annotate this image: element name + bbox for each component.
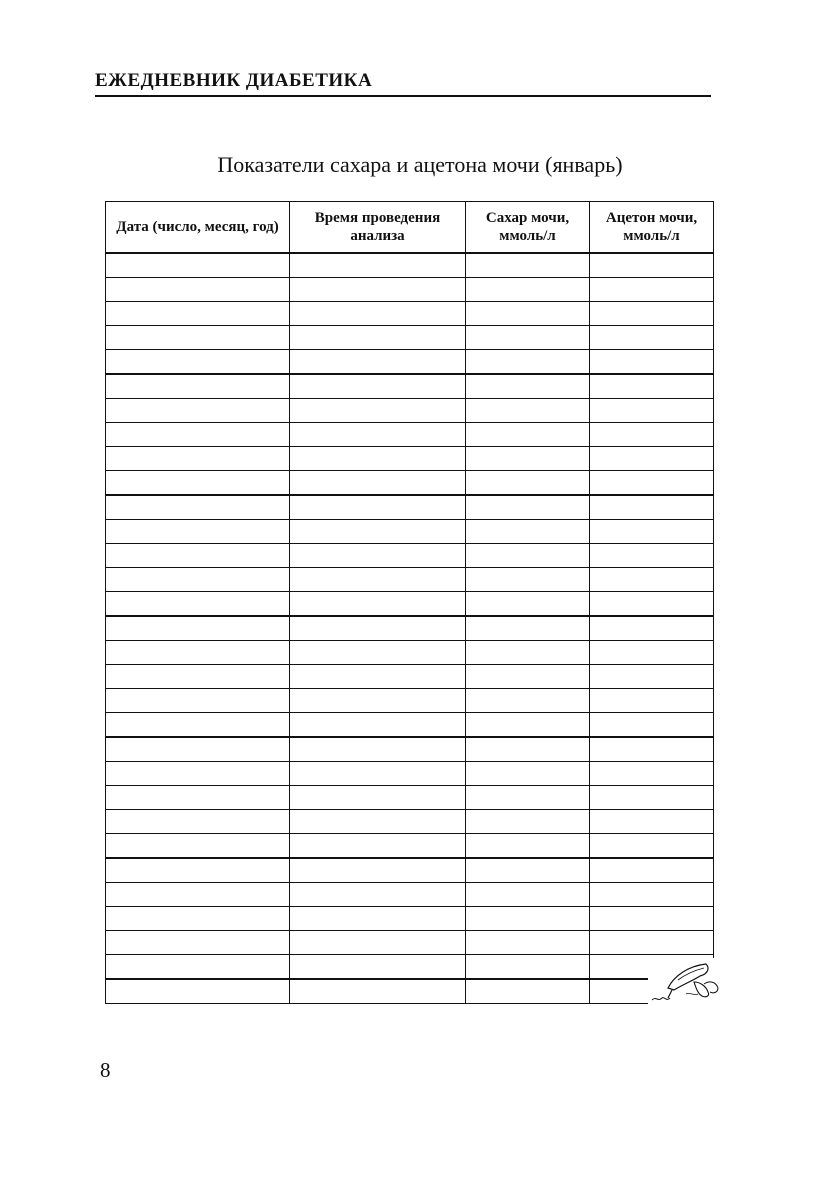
- cell-acetone[interactable]: [590, 592, 714, 617]
- cell-sugar[interactable]: [466, 374, 590, 399]
- cell-sugar[interactable]: [466, 762, 590, 786]
- cell-time[interactable]: [290, 253, 466, 278]
- table-row: [106, 253, 714, 278]
- table-row: [106, 495, 714, 520]
- cell-sugar[interactable]: [466, 931, 590, 955]
- cell-acetone[interactable]: [590, 834, 714, 859]
- cell-date[interactable]: [106, 302, 290, 326]
- cell-acetone[interactable]: [590, 931, 714, 955]
- cell-acetone[interactable]: [590, 520, 714, 544]
- cell-time[interactable]: [290, 423, 466, 447]
- cell-date[interactable]: [106, 955, 290, 980]
- cell-sugar[interactable]: [466, 907, 590, 931]
- cell-time[interactable]: [290, 447, 466, 471]
- cell-time[interactable]: [290, 737, 466, 762]
- cell-date[interactable]: [106, 689, 290, 713]
- cell-time[interactable]: [290, 810, 466, 834]
- cell-date[interactable]: [106, 834, 290, 859]
- table-row: [106, 278, 714, 302]
- cell-sugar[interactable]: [466, 326, 590, 350]
- column-header-sugar: Сахар мочи, ммоль/л: [466, 202, 590, 254]
- cell-date[interactable]: [106, 931, 290, 955]
- cell-sugar[interactable]: [466, 495, 590, 520]
- table-row: [106, 520, 714, 544]
- cell-date[interactable]: [106, 979, 290, 1004]
- cell-sugar[interactable]: [466, 616, 590, 641]
- urine-log-table: [105, 201, 714, 1004]
- cell-acetone[interactable]: [590, 689, 714, 713]
- cell-acetone[interactable]: [590, 665, 714, 689]
- cell-sugar[interactable]: [466, 858, 590, 883]
- cell-date[interactable]: [106, 616, 290, 641]
- cell-sugar[interactable]: [466, 641, 590, 665]
- cell-date[interactable]: [106, 350, 290, 375]
- cell-date[interactable]: [106, 858, 290, 883]
- cell-time[interactable]: [290, 665, 466, 689]
- table-row: [106, 883, 714, 907]
- table-row: [106, 979, 714, 1004]
- cell-date[interactable]: [106, 326, 290, 350]
- cell-acetone[interactable]: [590, 641, 714, 665]
- table-row: [106, 350, 714, 375]
- cell-date[interactable]: [106, 737, 290, 762]
- table-row: [106, 471, 714, 496]
- cell-acetone[interactable]: [590, 326, 714, 350]
- cell-sugar[interactable]: [466, 278, 590, 302]
- cell-time[interactable]: [290, 762, 466, 786]
- cell-sugar[interactable]: [466, 423, 590, 447]
- table-row: [106, 568, 714, 592]
- table-row: [106, 737, 714, 762]
- cell-acetone[interactable]: [590, 447, 714, 471]
- cell-sugar[interactable]: [466, 883, 590, 907]
- cell-sugar[interactable]: [466, 544, 590, 568]
- cell-acetone[interactable]: [590, 858, 714, 883]
- cell-sugar[interactable]: [466, 689, 590, 713]
- cell-time[interactable]: [290, 471, 466, 496]
- cell-acetone[interactable]: [590, 737, 714, 762]
- table-row: [106, 399, 714, 423]
- cell-acetone[interactable]: [590, 810, 714, 834]
- cell-sugar[interactable]: [466, 253, 590, 278]
- cell-acetone[interactable]: [590, 399, 714, 423]
- cell-time[interactable]: [290, 689, 466, 713]
- cell-time[interactable]: [290, 616, 466, 641]
- cell-date[interactable]: [106, 423, 290, 447]
- cell-sugar[interactable]: [466, 955, 590, 980]
- cell-time[interactable]: [290, 544, 466, 568]
- cell-time[interactable]: [290, 374, 466, 399]
- cell-date[interactable]: [106, 495, 290, 520]
- cell-acetone[interactable]: [590, 471, 714, 496]
- cell-time[interactable]: [290, 713, 466, 738]
- cell-acetone[interactable]: [590, 883, 714, 907]
- cell-acetone[interactable]: [590, 302, 714, 326]
- table-row: [106, 713, 714, 738]
- page-number: 8: [100, 1058, 111, 1082]
- table-row: [106, 374, 714, 399]
- cell-time[interactable]: [290, 520, 466, 544]
- cell-time[interactable]: [290, 326, 466, 350]
- table-row: [106, 544, 714, 568]
- table-title: Показатели сахара и ацетона мочи (январь): [217, 152, 623, 177]
- table-row: [106, 689, 714, 713]
- header-rule: [95, 95, 711, 97]
- cell-acetone[interactable]: [590, 423, 714, 447]
- cell-date[interactable]: [106, 713, 290, 738]
- cell-date[interactable]: [106, 665, 290, 689]
- cell-sugar[interactable]: [466, 979, 590, 1004]
- cell-time[interactable]: [290, 858, 466, 883]
- cell-sugar[interactable]: [466, 302, 590, 326]
- cell-time[interactable]: [290, 979, 466, 1004]
- cell-date[interactable]: [106, 592, 290, 617]
- cell-time[interactable]: [290, 955, 466, 980]
- cell-time[interactable]: [290, 883, 466, 907]
- cell-time[interactable]: [290, 302, 466, 326]
- table-row: [106, 423, 714, 447]
- cell-date[interactable]: [106, 278, 290, 302]
- cell-time[interactable]: [290, 907, 466, 931]
- table-row: [106, 641, 714, 665]
- cell-time[interactable]: [290, 834, 466, 859]
- cell-date[interactable]: [106, 568, 290, 592]
- cell-acetone[interactable]: [590, 544, 714, 568]
- table-row: [106, 955, 714, 980]
- cell-acetone[interactable]: [590, 786, 714, 810]
- cell-acetone[interactable]: [590, 762, 714, 786]
- table-row: [106, 810, 714, 834]
- table-row: [106, 592, 714, 617]
- cell-acetone[interactable]: [590, 907, 714, 931]
- cell-date[interactable]: [106, 907, 290, 931]
- cell-date[interactable]: [106, 544, 290, 568]
- cell-acetone[interactable]: [590, 495, 714, 520]
- cell-time[interactable]: [290, 592, 466, 617]
- table-row: [106, 326, 714, 350]
- table-row: [106, 302, 714, 326]
- cell-acetone[interactable]: [590, 350, 714, 375]
- cell-sugar[interactable]: [466, 713, 590, 738]
- table-header-row: [106, 202, 714, 254]
- cell-date[interactable]: [106, 447, 290, 471]
- cell-date[interactable]: [106, 762, 290, 786]
- cell-date[interactable]: [106, 399, 290, 423]
- column-header-time: Время проведения анализа: [290, 202, 466, 254]
- cell-date[interactable]: [106, 253, 290, 278]
- cell-sugar[interactable]: [466, 592, 590, 617]
- running-header-title: ЕЖЕДНЕВНИК ДИАБЕТИКА: [95, 70, 373, 91]
- cell-date[interactable]: [106, 520, 290, 544]
- cell-time[interactable]: [290, 278, 466, 302]
- column-header-date: Дата (число, месяц, год): [106, 202, 290, 254]
- cell-time[interactable]: [290, 786, 466, 810]
- cell-sugar[interactable]: [466, 520, 590, 544]
- cell-time[interactable]: [290, 495, 466, 520]
- table-row: [106, 447, 714, 471]
- cell-acetone[interactable]: [590, 568, 714, 592]
- table-row: [106, 858, 714, 883]
- cell-acetone[interactable]: [590, 278, 714, 302]
- cell-sugar[interactable]: [466, 786, 590, 810]
- table-row: [106, 907, 714, 931]
- cell-time[interactable]: [290, 641, 466, 665]
- table-row: [106, 931, 714, 955]
- cell-sugar[interactable]: [466, 447, 590, 471]
- cell-date[interactable]: [106, 883, 290, 907]
- cell-sugar[interactable]: [466, 665, 590, 689]
- cell-time[interactable]: [290, 931, 466, 955]
- table-row: [106, 665, 714, 689]
- cell-acetone[interactable]: [590, 616, 714, 641]
- cell-acetone[interactable]: [590, 253, 714, 278]
- cell-sugar[interactable]: [466, 350, 590, 375]
- cell-date[interactable]: [106, 786, 290, 810]
- table-row: [106, 616, 714, 641]
- cell-acetone[interactable]: [590, 713, 714, 738]
- cell-date[interactable]: [106, 810, 290, 834]
- cell-sugar[interactable]: [466, 568, 590, 592]
- cell-sugar[interactable]: [466, 471, 590, 496]
- cell-sugar[interactable]: [466, 737, 590, 762]
- table-row: [106, 786, 714, 810]
- cell-time[interactable]: [290, 568, 466, 592]
- cell-time[interactable]: [290, 399, 466, 423]
- table-row: [106, 834, 714, 859]
- cell-sugar[interactable]: [466, 810, 590, 834]
- cell-time[interactable]: [290, 350, 466, 375]
- cell-sugar[interactable]: [466, 834, 590, 859]
- table-row: [106, 762, 714, 786]
- cell-date[interactable]: [106, 471, 290, 496]
- cell-date[interactable]: [106, 374, 290, 399]
- cell-acetone[interactable]: [590, 374, 714, 399]
- cell-sugar[interactable]: [466, 399, 590, 423]
- cell-date[interactable]: [106, 641, 290, 665]
- quill-pen-drawing-icon: [648, 958, 724, 1006]
- column-header-acetone: Ацетон мочи, ммоль/л: [590, 202, 714, 254]
